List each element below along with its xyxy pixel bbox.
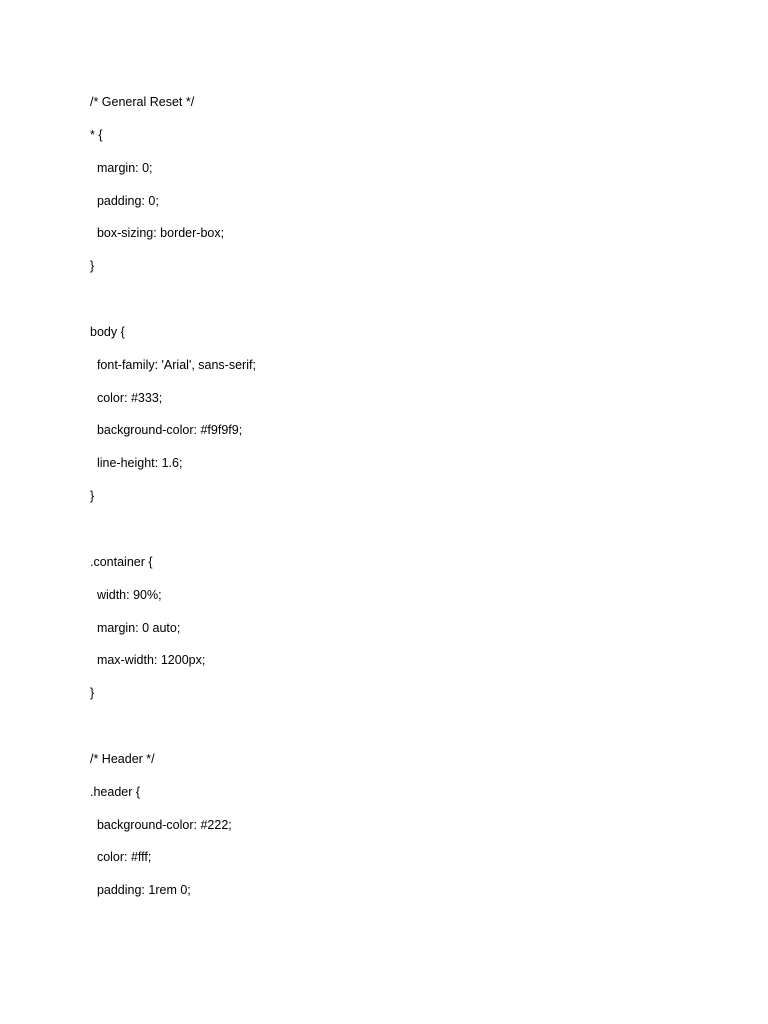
text-line: } — [90, 259, 95, 274]
text-line — [90, 716, 690, 749]
text-line: padding: 0; — [90, 193, 159, 208]
text-line: /* General Reset */ — [90, 95, 195, 109]
text-line: } — [90, 489, 95, 504]
text-line: background-color: #222; — [90, 817, 232, 832]
text-line: padding: 1rem 0; — [90, 883, 191, 898]
text-line: margin: 0; — [90, 160, 153, 175]
document-body — [90, 92, 690, 913]
text-line: width: 90%; — [90, 587, 162, 602]
text-line: body { — [90, 324, 125, 339]
text-line — [90, 289, 690, 322]
text-line: } — [90, 686, 95, 701]
text-line: max-width: 1200px; — [90, 653, 206, 668]
text-line: * { — [90, 127, 103, 142]
text-line: /* Header */ — [90, 751, 155, 766]
text-line: .header { — [90, 784, 141, 799]
text-line: line-height: 1.6; — [90, 456, 183, 471]
text-line: box-sizing: border-box; — [90, 226, 225, 241]
text-line: margin: 0 auto; — [90, 620, 181, 635]
text-line: background-color: #f9f9f9; — [90, 423, 243, 438]
text-line: font-family: 'Arial', sans-serif; — [90, 357, 256, 372]
text-line: color: #fff; — [90, 850, 152, 865]
text-line — [90, 519, 690, 552]
text-line: .container { — [90, 554, 153, 569]
text-line: color: #333; — [90, 390, 163, 405]
